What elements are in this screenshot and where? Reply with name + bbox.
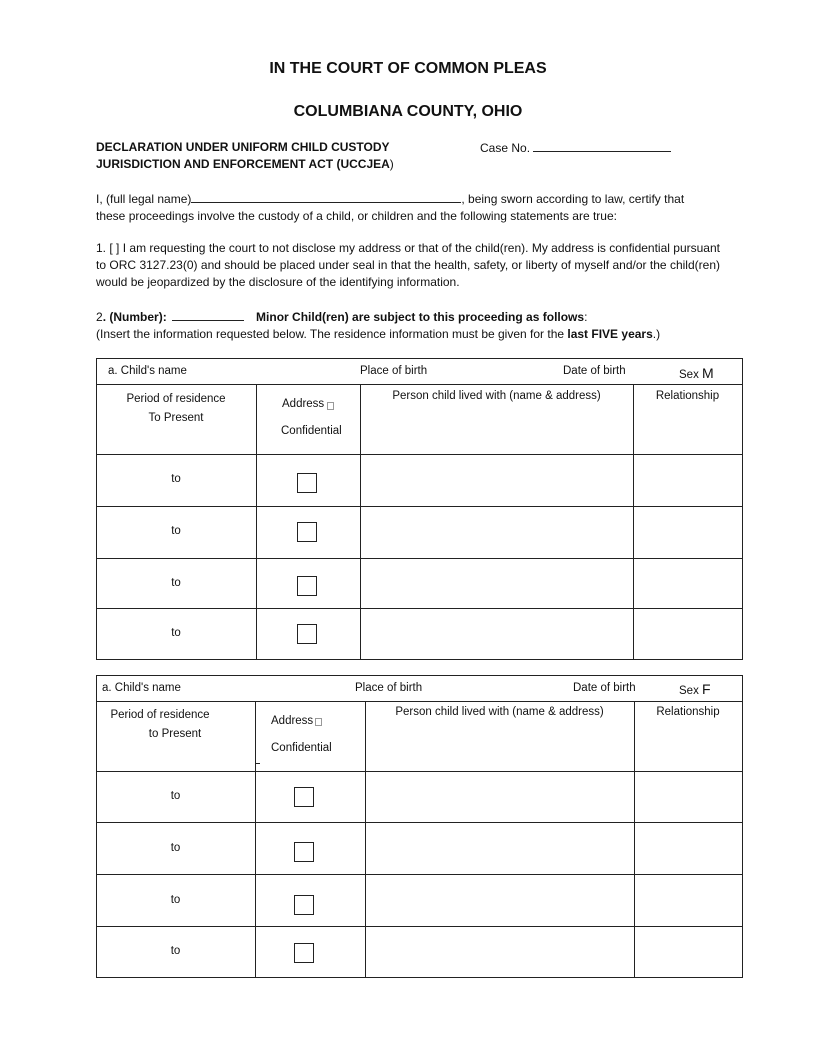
address-confidential-checkbox[interactable] [294, 943, 314, 963]
table-2-rule [255, 701, 256, 978]
sex-label [679, 365, 714, 381]
table-1-rule [96, 506, 743, 507]
address-header: Address [282, 398, 325, 410]
intro-prefix: I, (full legal name) [96, 192, 192, 206]
table-2-rule [96, 701, 743, 702]
address-confidential-checkbox[interactable] [297, 522, 317, 542]
table-1-border-top [96, 358, 743, 359]
address-confidential-checkbox[interactable] [297, 473, 317, 493]
item-2-dot: . [102, 310, 110, 324]
checkbox-glyph-icon [327, 402, 334, 410]
date-of-birth-label: Date of birth [573, 682, 636, 694]
table-2-rule [96, 926, 743, 927]
place-of-birth-label: Place of birth [355, 682, 423, 694]
address-confidential-checkbox[interactable] [297, 624, 317, 644]
relationship-header: Relationship [655, 390, 720, 402]
table-2-border-bottom [96, 977, 743, 978]
county-title: COLUMBIANA COUNTY, OHIO [293, 103, 523, 120]
period-header-line1: Period of residence [110, 709, 210, 721]
declaration-title [96, 139, 394, 173]
period-header [96, 390, 256, 428]
declaration-title-line1: DECLARATION UNDER UNIFORM CHILD CUSTODY [96, 140, 390, 154]
intro-line2: these proceedings involve the custody of a child, or children and the following statements are true: [96, 209, 617, 223]
address-confidential-checkbox[interactable] [294, 842, 314, 862]
table-1-rule [96, 384, 743, 385]
table-1-rule [96, 558, 743, 559]
table-2-rule [634, 701, 635, 978]
case-no-field[interactable] [533, 139, 671, 152]
table-2-rule [365, 701, 366, 978]
row-to-label: to [171, 473, 181, 485]
item-2-note-suffix: .) [652, 327, 661, 341]
case-no [480, 139, 671, 157]
item-2 [96, 308, 726, 343]
row-to-label: to [170, 894, 181, 906]
sex-label-text: Sex [679, 685, 699, 697]
item-2-middle: Minor Child(ren) are subject to this proceeding as follows [256, 310, 585, 324]
declaration-title-close: ) [389, 157, 394, 171]
item-2-note-bold: last FIVE years [567, 327, 653, 341]
address-header: Address [271, 715, 314, 727]
item-2-colon: : [584, 310, 588, 324]
relationship-header: Relationship [656, 706, 720, 718]
table-2-border-right [742, 675, 743, 978]
row-to-label: to [171, 627, 181, 639]
child-name-label: a. Child's name [102, 682, 181, 694]
table-2-rule [96, 771, 743, 772]
intro-paragraph [96, 190, 726, 225]
sex-value: M [702, 365, 714, 381]
period-header [96, 706, 224, 744]
child-name-label: a. Child's name [108, 365, 187, 377]
address-confidential-checkbox[interactable] [297, 576, 317, 596]
declaration-title-line2: JURISDICTION AND ENFORCEMENT ACT (UCCJEA [96, 157, 390, 171]
table-2-border-top [96, 675, 743, 676]
sex-label [679, 681, 711, 697]
item-2-number: 2 [96, 310, 103, 324]
address-confidential-checkbox[interactable] [294, 787, 314, 807]
table-2-tick [256, 763, 260, 764]
row-to-label: to [171, 525, 181, 537]
case-no-label: Case No. [480, 141, 531, 155]
confidential-header: Confidential [271, 742, 332, 754]
table-1-rule [633, 384, 634, 660]
table-1-border-bottom [96, 659, 743, 660]
sex-value: F [702, 681, 711, 697]
item-2-note-prefix: (Insert the information requested below. The residence information must be given for the [96, 327, 568, 341]
row-to-label: to [170, 945, 181, 957]
row-to-label: to [170, 790, 181, 802]
address-confidential-checkbox[interactable] [294, 895, 314, 915]
person-header: Person child lived with (name & address) [392, 390, 601, 402]
date-of-birth-label: Date of birth [563, 365, 626, 377]
table-2-rule [96, 874, 743, 875]
period-header-line2: to Present [148, 728, 202, 740]
item-2-label: (Number): [109, 310, 167, 324]
table-1-rule [96, 454, 743, 455]
full-legal-name-field[interactable] [191, 190, 461, 203]
row-to-label: to [170, 842, 181, 854]
number-of-children-field[interactable] [172, 308, 244, 321]
intro-suffix: , being sworn according to law, certify that [461, 192, 685, 206]
period-header-line2: To Present [148, 412, 204, 424]
period-header-line1: Period of residence [126, 393, 226, 405]
sex-label-text: Sex [679, 369, 699, 381]
court-title: IN THE COURT OF COMMON PLEAS [269, 60, 547, 77]
place-of-birth-label: Place of birth [360, 365, 428, 377]
person-header: Person child lived with (name & address) [395, 706, 604, 718]
checkbox-glyph-icon [315, 718, 322, 726]
table-1-rule [96, 608, 743, 609]
table-1-border-right [742, 358, 743, 660]
table-1-rule [360, 384, 361, 660]
item-1-confidentiality: 1. [ ] I am requesting the court to not disclose my address or that of the child(ren). My address is confidential pursuant to ORC 3127.23(0) and should be placed under seal in that the health, safety, or liberty of myself and/or the child(ren) would be jeopardized by the disclosure of the identifying information. [96, 241, 720, 289]
confidential-header: Confidential [281, 425, 342, 437]
table-2-rule [96, 822, 743, 823]
row-to-label: to [171, 577, 181, 589]
table-1-rule [256, 384, 257, 660]
